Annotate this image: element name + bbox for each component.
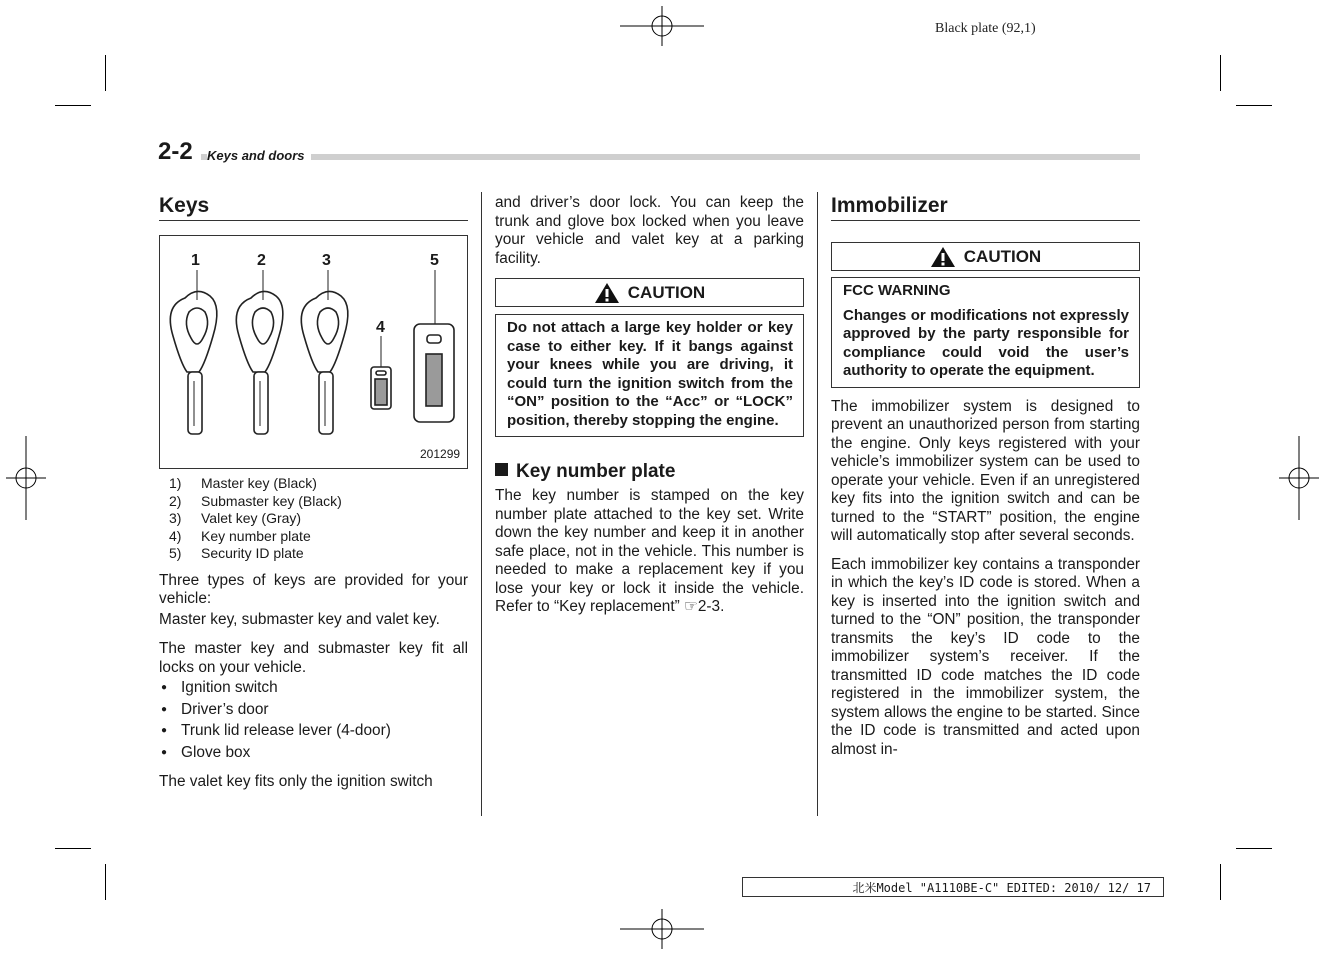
caution-label: CAUTION [627,282,706,302]
callout-5: 5 [430,252,439,269]
keys-figure [159,235,468,469]
caution-text: Do not attach a large key holder or key case to either key. If it bangs against your knees while you are driving, it could turn the ignition switch from the “ON” position to the “Acc” or “LOCK” position, thereby stopping the engine. [495,314,804,437]
crop-mark [1236,105,1272,106]
submaster-key-drawing [236,291,283,434]
crop-mark [55,848,91,849]
master-key-drawing [170,291,217,434]
caution-label: CAUTION [963,246,1042,266]
crop-mark [1220,55,1221,91]
caption-item: 2) Submaster key (Black) [169,492,342,509]
immobilizer-heading: Immobilizer [831,194,1140,221]
fcc-warning-box [831,277,1140,388]
square-bullet-icon [495,463,508,476]
key-number-plate-drawing [371,367,391,409]
section-name: Keys and doors [207,148,311,163]
keys-paragraph-1b: Master key, submaster key and valet key. [159,610,440,628]
keys-heading: Keys [159,194,468,221]
fcc-warning-text: Changes or modifications not expressly approved by the party responsible for compliance could void the user’s authority to operate the equipment. [843,306,1129,379]
list-item: ● Glove box [159,742,468,764]
edit-stamp: 北米Model "A1110BE-C" EDITED: 2010/ 12/ 17 [742,877,1164,897]
registration-mark-icon [6,436,46,520]
column-middle [495,194,804,617]
warning-icon [594,282,620,304]
callout-2: 2 [257,252,266,269]
crop-mark [1220,864,1221,900]
crop-mark [105,55,106,91]
list-item: ● Ignition switch [159,677,468,699]
warning-icon [930,246,956,268]
column-keys [159,194,468,792]
keys-paragraph-1: Three types of keys are provided for your vehicle: [159,571,468,607]
lock-list [159,677,468,763]
crop-mark [55,105,91,106]
callout-3: 3 [322,252,331,269]
immobilizer-paragraph-2: Each immobilizer key contains a transponder in which the key’s ID code is stored. When a key is inserted into the ignition switch and turned to the “ON” position, the transponder transmits the key’s ID code to the immobilizer system’s receiver. If the transmitted ID code matches the ID code registered in the immobilizer system, the system allows the engine to be started. Since the ID code is transmitted and acted upon almost in- [831,555,1140,758]
caption-item: 1) Master key (Black) [169,475,317,491]
caption-item: 4) Key number plate [169,527,311,544]
security-id-plate-drawing [414,324,454,422]
caption-item: 5) Security ID plate [169,545,304,561]
page-number: 2-2 [158,138,201,166]
key-number-plate-heading: Key number plate [495,461,804,483]
fcc-warning-title: FCC WARNING [843,282,951,299]
list-item: ● Driver’s door [159,699,468,721]
caption-item: 3) Valet key (Gray) [169,510,302,526]
crop-mark [1236,848,1272,849]
valet-key-drawing [301,291,348,434]
caution-header [495,278,804,307]
column-divider [817,192,818,816]
column-immobilizer [831,194,1140,759]
plate-label: Black plate (92,1) [935,21,1036,36]
registration-mark-icon [1279,436,1319,520]
registration-mark-icon [620,909,704,949]
immobilizer-paragraph-1: The immobilizer system is designed to prevent an unauthorized person from starting the engine. Only keys registered with your vehicle’s immobilizer system can be used to operate your vehicle. Even if an unregistered key fits into the ignition switch and can be turned to the “START” position, the engine will automatically stop after several seconds. [831,397,1140,544]
keys-paragraph-3: The valet key fits only the ignition switch [159,773,433,790]
key-number-paragraph: The key number is stamped on the key number plate attached to the key set. Write down the key number and keep it in another safe place, not in the vehicle. This number is needed to make a replacement key if you lose your key or lock it inside the vehicle. Refer to “Key replacement” ☞2-3. [495,487,804,615]
list-item: ● Trunk lid release lever (4-door) [159,720,468,742]
crop-mark [105,864,106,900]
keys-paragraph-2: The master key and submaster key fit all locks on your vehicle. [159,640,468,676]
continued-paragraph: and driver’s door lock. You can keep the trunk and glove box locked when you leave your vehicle and valet key at a parking facility. [495,194,804,267]
column-divider [481,192,482,816]
callout-1: 1 [191,252,200,269]
caution-header [831,242,1140,271]
figure-captions [169,475,468,563]
callout-4: 4 [376,319,385,336]
figure-code: 201299 [420,447,461,461]
keys-illustration [160,236,467,468]
registration-mark-icon [620,6,704,46]
